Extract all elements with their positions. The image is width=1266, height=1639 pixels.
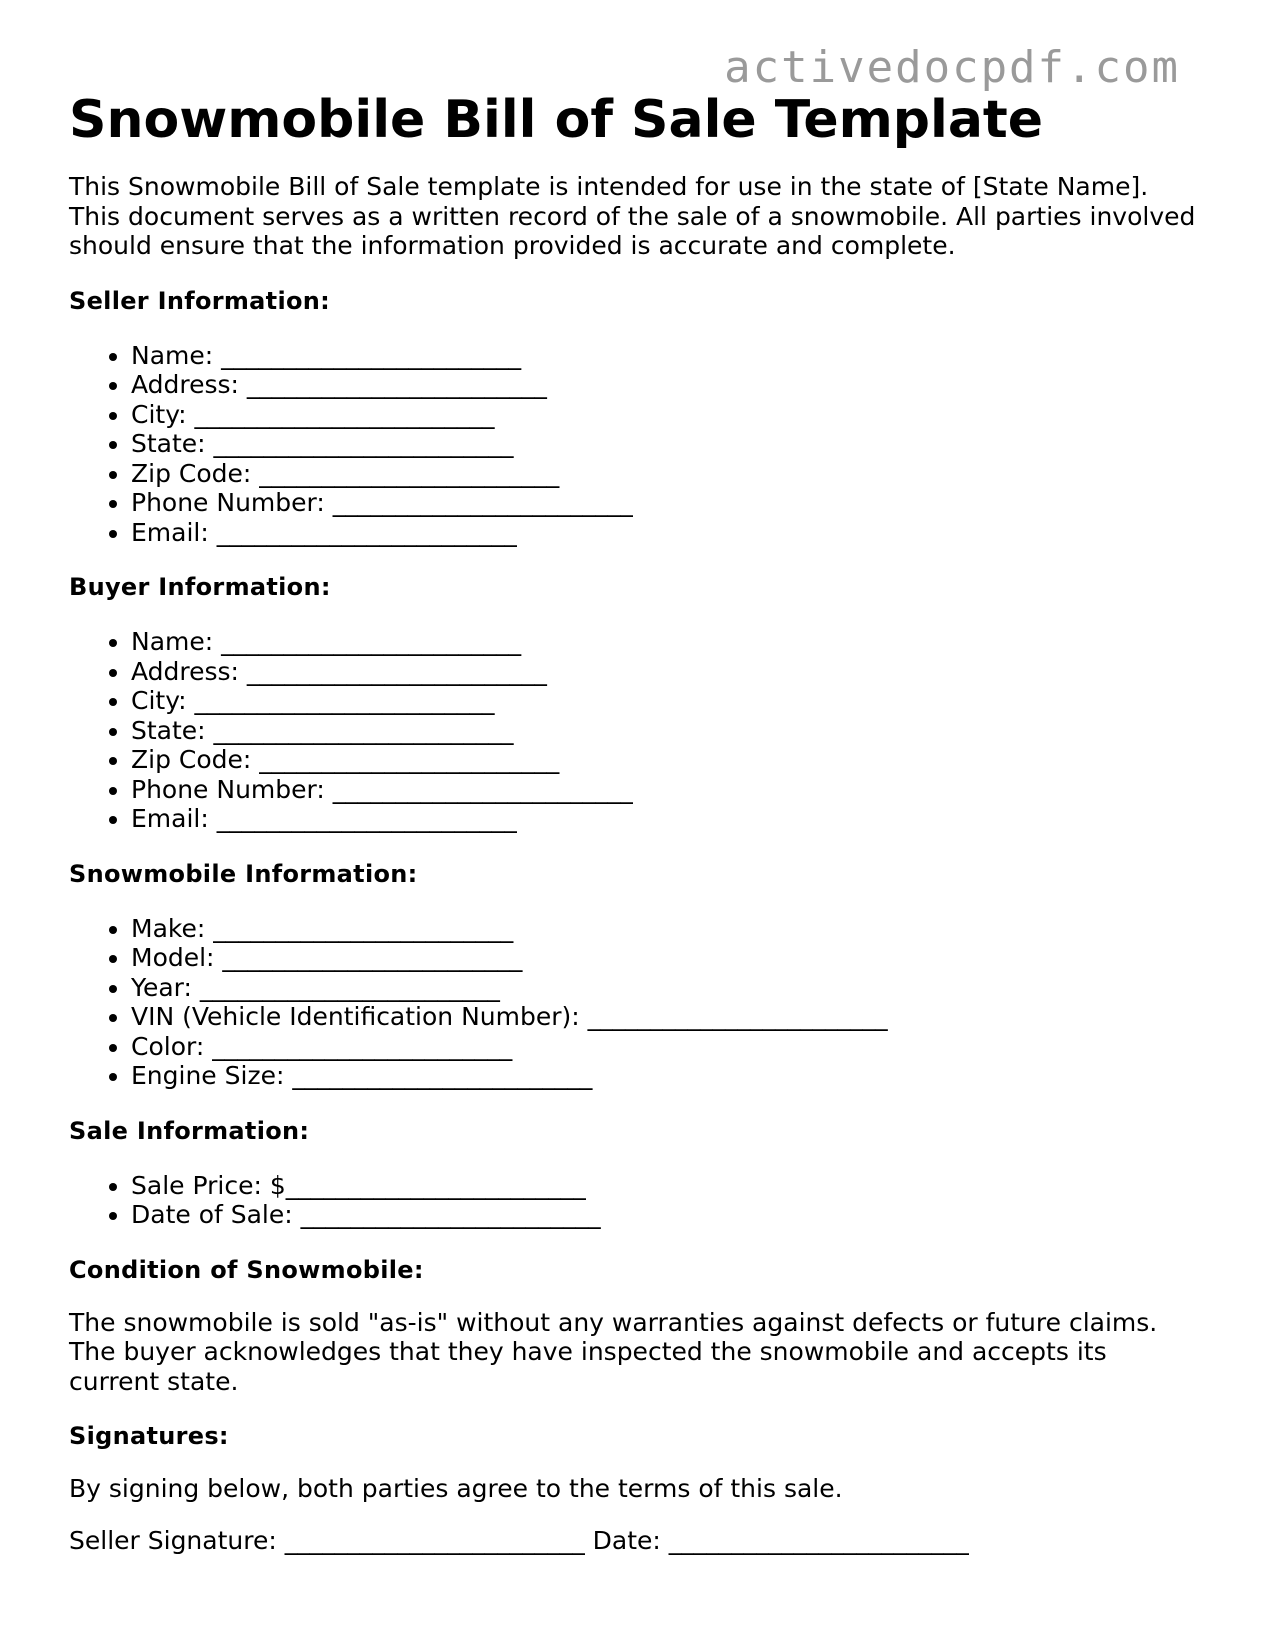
seller-signature-line: Seller Signature: ________________________ Date: ________________________ [69,1525,969,1555]
snowmobile-model-field: • Model: ________________________ [131,943,1199,973]
snowmobile-year-field: • Year: ________________________ [131,973,1199,1003]
document-body [69,84,1199,1555]
watermark: activedocpdf.com [724,42,1180,93]
condition-paragraph: The snowmobile is sold "as-is" without any warranties against defects or future claims. The buyer acknowledges that they have inspected the snowmobile and accepts its current state. [69,1307,1158,1396]
seller-email-field: • Email: ________________________ [131,518,1199,548]
buyer-address-field: • Address: ________________________ [131,657,1199,687]
snowmobile-heading: Snowmobile Information: [69,859,418,888]
sale-heading: Sale Information: [69,1116,310,1145]
buyer-zip-field: • Zip Code: ________________________ [131,745,1199,775]
snowmobile-list [69,914,1199,1091]
buyer-email-field: • Email: ________________________ [131,804,1199,834]
buyer-state-field: • State: ________________________ [131,716,1199,746]
signatures-heading: Signatures: [69,1422,229,1450]
seller-phone-field: • Phone Number: ________________________ [131,488,1199,518]
buyer-phone-field: • Phone Number: ________________________ [131,775,1199,805]
seller-address-field: • Address: ________________________ [131,370,1199,400]
signatures-paragraph: By signing below, both parties agree to the terms of this sale. [69,1474,843,1503]
seller-list [69,341,1199,548]
snowmobile-make-field: • Make: ________________________ [131,914,1199,944]
buyer-name-field: • Name: ________________________ [131,627,1199,657]
buyer-city-field: • City: ________________________ [131,686,1199,716]
seller-zip-field: • Zip Code: ________________________ [131,459,1199,489]
snowmobile-color-field: • Color: ________________________ [131,1032,1199,1062]
buyer-heading: Buyer Information: [69,573,331,601]
snowmobile-engine-field: • Engine Size: ________________________ [131,1061,1199,1091]
buyer-list [69,627,1199,834]
seller-state-field: • State: ________________________ [131,429,1199,459]
seller-heading: Seller Information: [69,286,331,315]
sale-list [69,1171,1199,1230]
document-title: Snowmobile Bill of Sale Template [69,90,1044,150]
condition-heading: Condition of Snowmobile: [69,1255,424,1284]
intro-paragraph: This Snowmobile Bill of Sale template is intended for use in the state of [State Name]. This document serves as a written record of the sale of a snowmobile. All parties involved should ensure that the information provided is accurate and complete. [69,172,1196,260]
sale-price-field: • Sale Price: $________________________ [131,1171,1199,1201]
seller-city-field: • City: ________________________ [131,400,1199,430]
seller-name-field: • Name: ________________________ [131,341,1199,371]
snowmobile-vin-field: • VIN (Vehicle Identification Number): ________________________ [131,1002,1199,1032]
sale-date-field: • Date of Sale: ________________________ [131,1200,1199,1230]
